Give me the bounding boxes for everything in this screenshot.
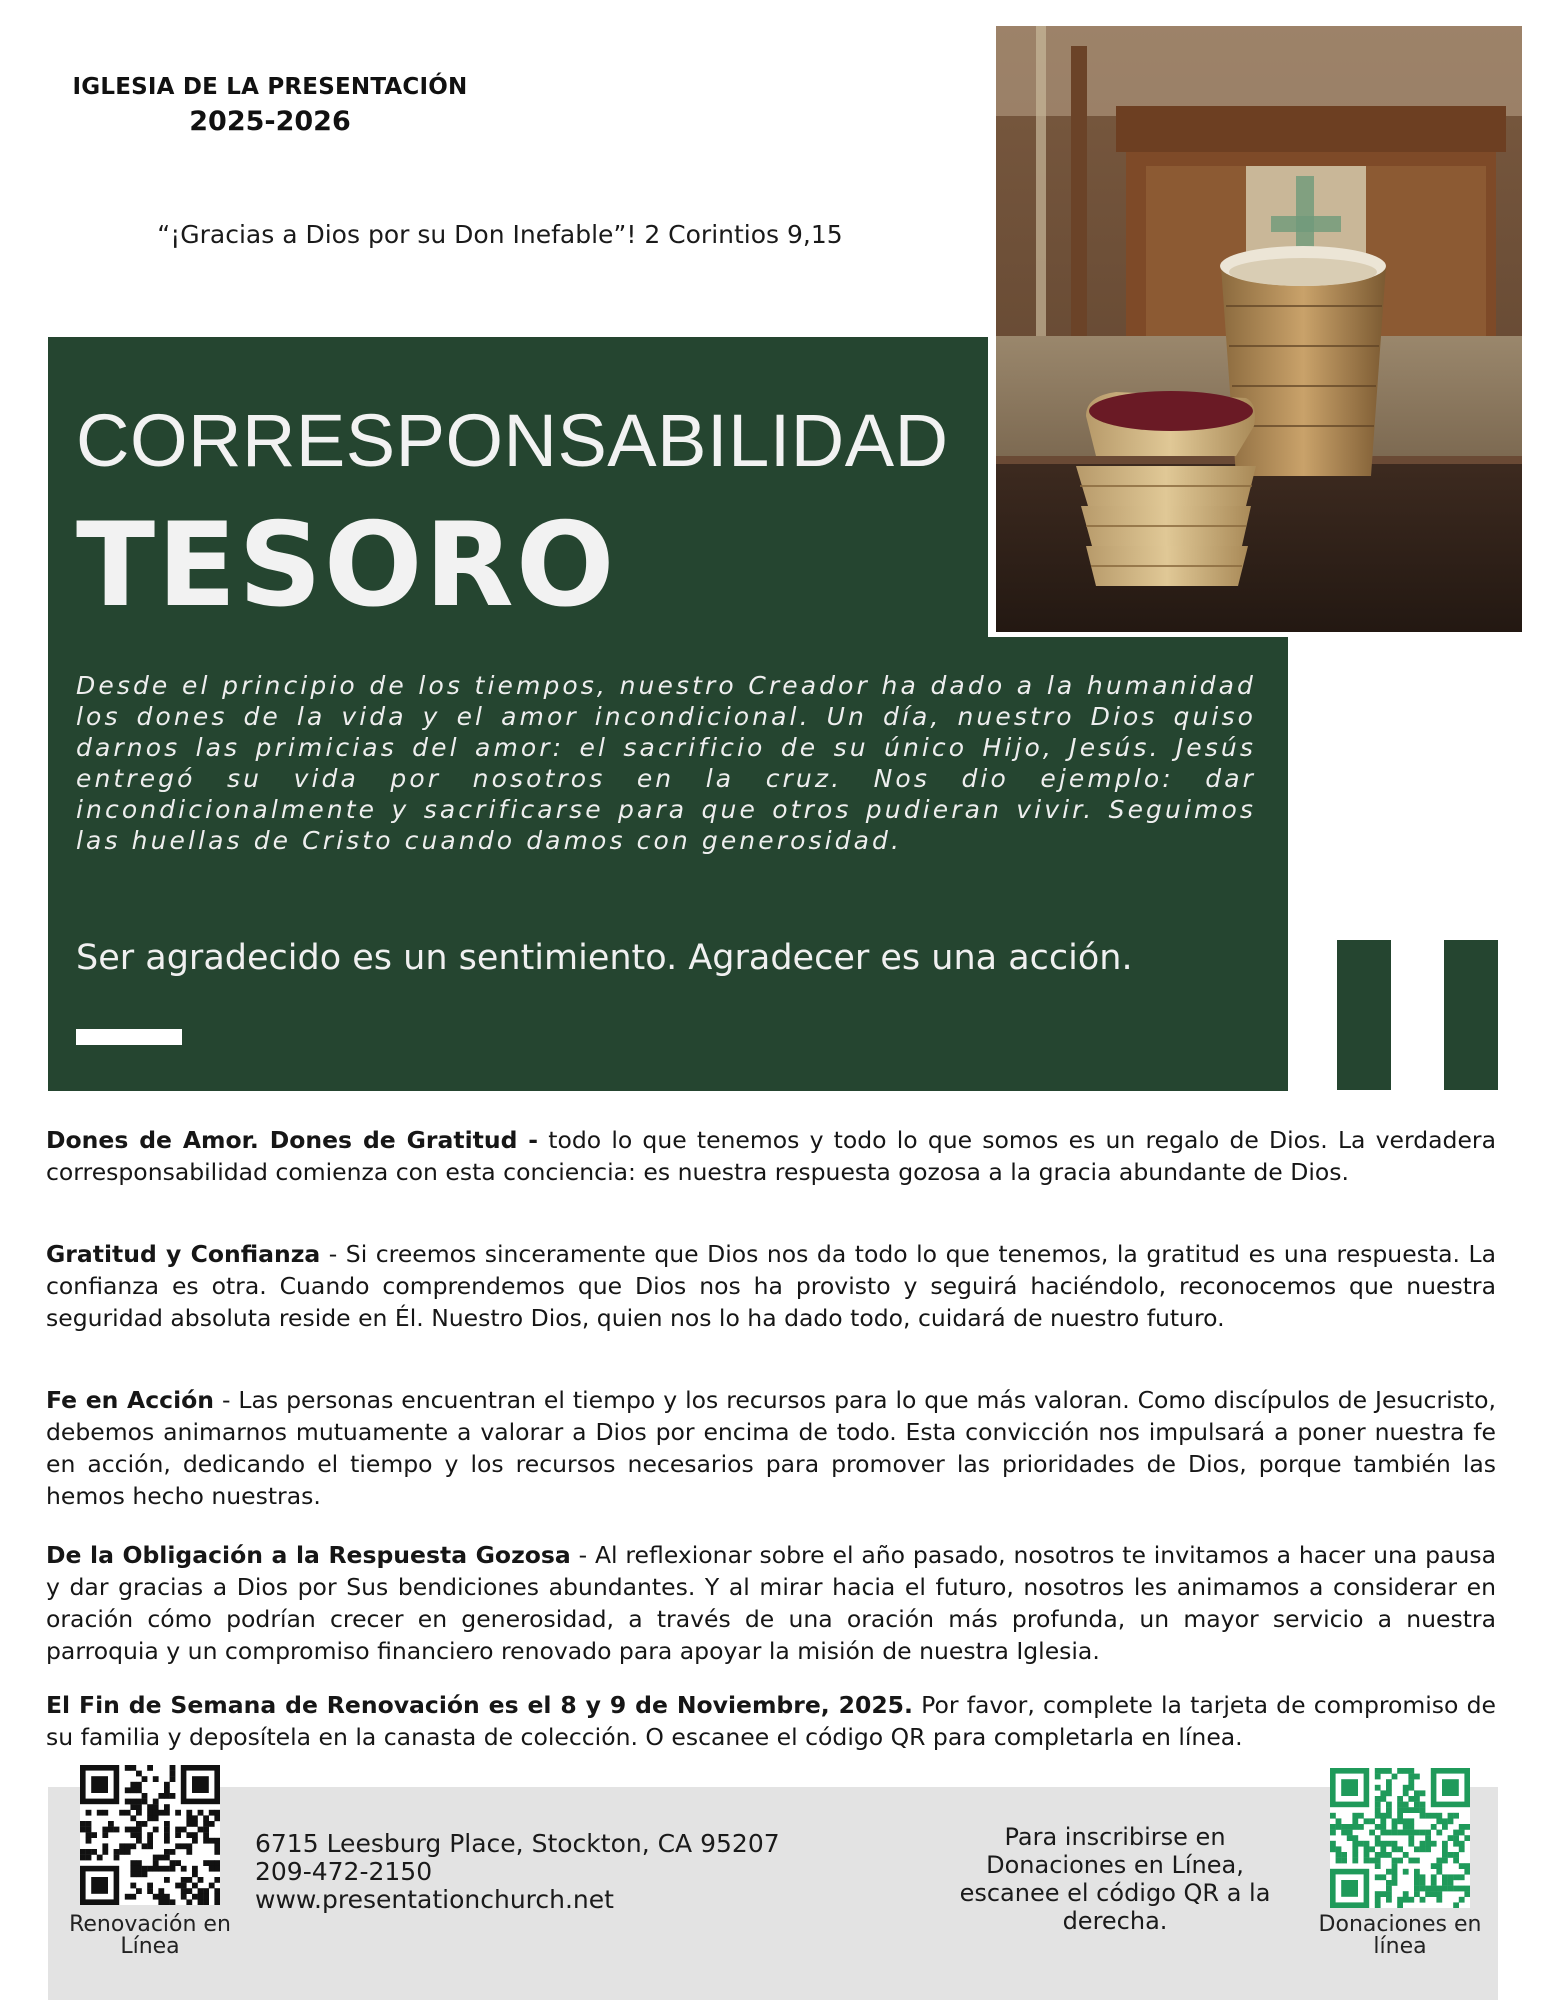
intro-paragraph: Desde el principio de los tiempos, nuestro Creador ha dado a la humanidad los dones de la vida y el amor incondicional. Un día, nuestro Dios quiso darnos las primicias del amor: el sacrificio de su único Hijo, Jesús. Jesús entregó su vida por nosotros en la cruz. Nos dio ejemplo: dar incondicionalmente y sacrificarse para que otros pudieran vivir. Seguimos las huellas de Cristo cuando damos con generosidad. xyxy=(76,671,1256,855)
section-renewal-weekend xyxy=(46,1689,1496,1753)
online-giving-instructions: Para inscribirse en Donaciones en Línea, escanee el código QR a la derecha. xyxy=(959,1823,1271,1935)
section-joyful-response xyxy=(46,1539,1496,1667)
qr-code-renewal[interactable] xyxy=(80,1765,220,1905)
accent-underline xyxy=(76,1029,182,1045)
collection-baskets-photo xyxy=(996,26,1522,632)
heading-treasure: TESORO xyxy=(76,498,617,633)
section-body: - Si creemos sinceramente que Dios nos da todo lo que tenemos, la gratitud es una respuesta. La confianza es otra. Cuando comprendemos que Dios nos ha provisto y seguirá haciéndolo, reconocemos que nuestra seguridad absoluta reside en Él. Nuestro Dios, quien nos lo ha dado todo, cuidará de nuestro futuro. xyxy=(46,1240,1497,1332)
section-title: Fe en Acción xyxy=(46,1386,215,1414)
qr-caption-online-giving: Donaciones en línea xyxy=(1318,1912,1482,1959)
decorative-bar-right xyxy=(1444,940,1498,1090)
section-body: Por favor, complete la tarjeta de compromiso de su familia y deposítela en la canasta de colección. O escanee el código QR para completarla en línea. xyxy=(46,1691,1496,1751)
street-address: 6715 Leesburg Place, Stockton, CA 95207 xyxy=(255,1829,780,1858)
program-years: 2025-2026 xyxy=(189,106,351,137)
section-gifts-of-love xyxy=(46,1124,1496,1188)
section-body: - Al reflexionar sobre el año pasado, nosotros te invitamos a hacer una pausa y dar gracias a Dios por Sus bendiciones abundantes. Y al mirar hacia el futuro, nosotros les animamos a considerar en oración cómo podrían crecer en generosidad, a través de una oración más profunda, un mayor servicio a nuestra parroquia y un compromiso financiero renovado para apoyar la misión de nuestra Iglesia. xyxy=(46,1541,1496,1665)
section-gratitude-trust xyxy=(46,1238,1496,1334)
section-faith-in-action xyxy=(46,1384,1496,1512)
section-title: De la Obligación a la Respuesta Gozosa xyxy=(46,1541,571,1569)
section-title: El Fin de Semana de Renovación es el 8 y 9 de Noviembre, 2025. xyxy=(46,1691,913,1719)
heading-stewardship: CORRESPONSABILIDAD xyxy=(76,399,949,482)
decorative-bar-left xyxy=(1337,940,1391,1090)
qr-code-online-giving[interactable] xyxy=(1330,1768,1470,1908)
collection-baskets-illustration xyxy=(996,26,1522,632)
section-title: Gratitud y Confianza xyxy=(46,1240,321,1268)
scripture-verse: “¡Gracias a Dios por su Don Inefable”! 2 Corintios 9,15 xyxy=(157,220,843,249)
organization-header xyxy=(60,74,480,137)
phone-number: 209-472-2150 xyxy=(255,1857,433,1886)
website-link[interactable]: www.presentationchurch.net xyxy=(255,1885,614,1914)
motto-text: Ser agradecido es un sentimiento. Agradecer es una acción. xyxy=(76,938,1133,978)
contact-block xyxy=(255,1830,780,1914)
section-title: Dones de Amor. Dones de Gratitud - xyxy=(46,1126,539,1154)
section-body: todo lo que tenemos y todo lo que somos es un regalo de Dios. La verdadera corresponsabilidad comienza con esta conciencia: es nuestra respuesta gozosa a la gracia abundante de Dios. xyxy=(46,1126,1496,1186)
qr-code-icon xyxy=(80,1765,220,1905)
organization-name: IGLESIA DE LA PRESENTACIÓN xyxy=(72,74,468,100)
qr-caption-renewal: Renovación en Línea xyxy=(69,1912,231,1959)
section-body: - Las personas encuentran el tiempo y los recursos para lo que más valoran. Como discípulos de Jesucristo, debemos animarnos mutuamente a valorar a Dios por encima de todo. Esta convicción nos impulsará a poner nuestra fe en acción, dedicando el tiempo y los recursos necesarios para promover las prioridades de Dios, porque también las hemos hecho nuestras. xyxy=(46,1386,1496,1510)
qr-code-icon xyxy=(1330,1768,1470,1908)
